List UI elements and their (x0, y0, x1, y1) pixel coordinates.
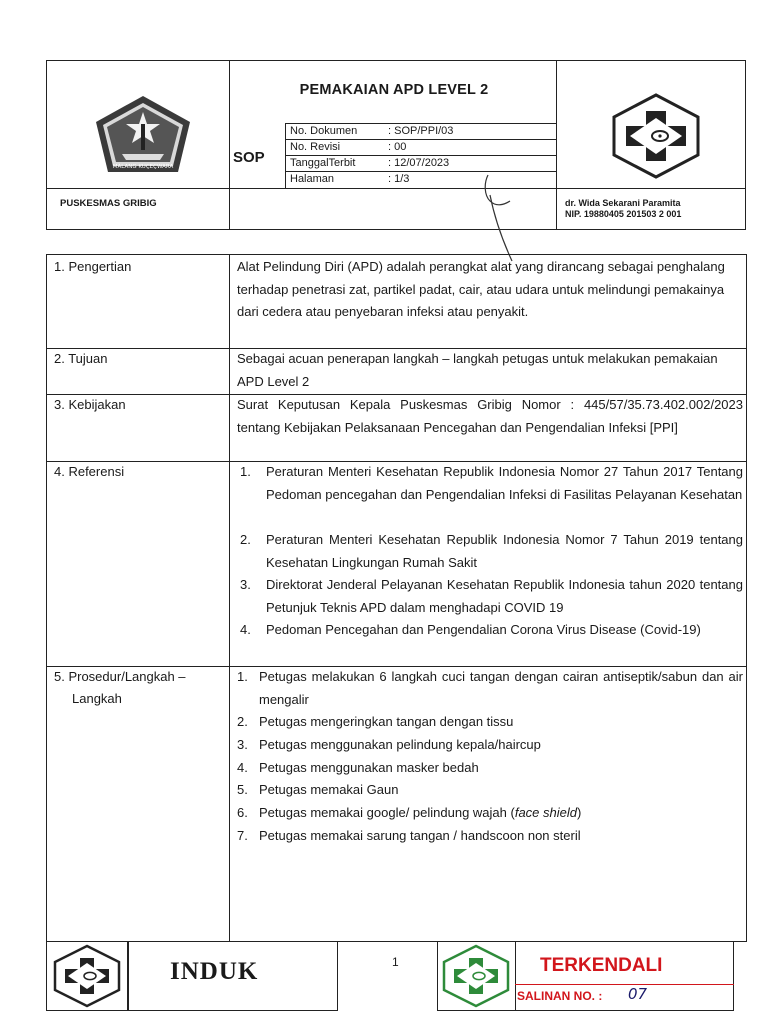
stamp-divider (515, 941, 516, 1011)
section-text-tujuan: Sebagai acuan penerapan langkah – langkah petugas untuk melakukan pemakaian APD Level 2 (237, 351, 718, 389)
section-text-pengertian: Alat Pelindung Diri (APD) adalah perangkat alat yang dirancang sebagai penghalang terhadap penetrasi zat, partikel padat, cair, atau udara untuk melindungi pemakainya dari cedera atau penyebaran infeksi atau penyakit. (237, 259, 725, 319)
meta-row-line (285, 155, 556, 156)
document-title: PEMAKAIAN APD LEVEL 2 (299, 82, 489, 98)
stamp-induk: INDUK (170, 958, 259, 985)
ref-item: Pedoman Pencegahan dan Pengendalian Corona Virus Disease (Covid-19) (266, 622, 701, 637)
step-item: Petugas melakukan 6 langkah cuci tangan dengan cairan antiseptik/sabun dan air mengalir (259, 669, 743, 707)
ref-number: 4. (240, 622, 251, 637)
sop-label: SOP (233, 149, 265, 166)
signer-block (565, 198, 681, 220)
ref-item: Peraturan Menteri Kesehatan Republik Indonesia Nomor 27 Tahun 2017 Tentang Pedoman pencegahan dan Pengendalian Infeksi di Fasilitas Pelayanan Kesehatan (266, 464, 743, 502)
meta-value-dokumen: : SOP/PPI/03 (388, 125, 454, 137)
stamp-terkendali: TERKENDALI (540, 955, 663, 976)
ref-item: Peraturan Menteri Kesehatan Republik Indonesia Nomor 7 Tahun 2019 tentang Kesehatan Lingkungan Rumah Sakit (266, 532, 743, 570)
paraf-signature-mark (470, 165, 530, 265)
section-text-kebijakan: Surat Keputusan Kepala Puskesmas Gribig Nomor : 445/57/35.73.402.002/2023 tentang Kebijakan Pelaksanaan Pencegahan dan Pengendalian Infeksi [PPI] (237, 397, 743, 435)
step-number: 7. (237, 828, 248, 843)
step-text-italic: face shield (514, 805, 577, 820)
step-item: Petugas menggunakan masker bedah (259, 760, 479, 775)
section-label-prosedur: 5. Prosedur/Langkah – (54, 669, 186, 684)
step-number: 2. (237, 714, 248, 729)
header-divider-bottom (46, 188, 746, 189)
step-number: 5. (237, 782, 248, 797)
step-number: 6. (237, 805, 248, 820)
section-label-kebijakan: 3. Kebijakan (54, 397, 126, 412)
step-text: Petugas memakai google/ pelindung wajah ( (259, 805, 515, 820)
puskesmas-logo-footer-left (53, 944, 121, 1008)
meta-label-halaman: Halaman (290, 173, 335, 185)
step-number: 4. (237, 760, 248, 775)
ref-number: 1. (240, 464, 251, 479)
meta-row-line (285, 139, 556, 140)
stamp-divider-red (515, 984, 734, 985)
step-item: Petugas mengeringkan tangan dengan tissu (259, 714, 514, 729)
meta-label-dokumen: No. Dokumen (290, 125, 358, 137)
step-item: Petugas memakai sarung tangan / handscoon non steril (259, 828, 581, 843)
city-emblem-logo (92, 94, 194, 176)
ref-number: 2. (240, 532, 251, 547)
meta-col-line (285, 123, 286, 188)
org-name: PUSKESMAS GRIBIG (60, 198, 157, 209)
logo-caption: MALANG KUÇEÇWARA (112, 164, 174, 170)
page-number: 1 (392, 955, 399, 969)
meta-value-halaman: : 1/3 (388, 173, 410, 185)
table-col-divider (229, 254, 230, 942)
meta-label-revisi: No. Revisi (290, 141, 341, 153)
salinan-label: SALINAN NO. : (517, 989, 603, 1003)
step-item (259, 802, 743, 825)
step-text: ) (577, 805, 582, 820)
salinan-number: 07 (628, 985, 648, 1003)
meta-value-tanggal: : 12/07/2023 (388, 157, 450, 169)
ref-number: 3. (240, 577, 251, 592)
section-label-referensi: 4. Referensi (54, 464, 125, 479)
meta-row-line (285, 123, 556, 124)
section-label-prosedur-cont: Langkah (72, 691, 122, 706)
step-number: 1. (237, 669, 248, 684)
meta-value-revisi: : 00 (388, 141, 407, 153)
puskesmas-logo (612, 93, 700, 179)
puskesmas-logo-green (442, 944, 510, 1008)
section-label-pengertian: 1. Pengertian (54, 259, 132, 274)
signer-nip: NIP. 19880405 201503 2 001 (565, 209, 682, 219)
signer-name: dr. Wida Sekarani Paramita (565, 198, 681, 208)
step-item: Petugas memakai Gaun (259, 782, 399, 797)
step-number: 3. (237, 737, 248, 752)
ref-item: Direktorat Jenderal Pelayanan Kesehatan Republik Indonesia tahun 2020 tentang Petunjuk Teknis APD dalam menghadapi COVID 19 (266, 577, 743, 615)
section-label-tujuan: 2. Tujuan (54, 351, 108, 366)
step-item: Petugas menggunakan pelindung kepala/haircup (259, 737, 541, 752)
meta-label-tanggal: TanggalTerbit (290, 157, 356, 169)
